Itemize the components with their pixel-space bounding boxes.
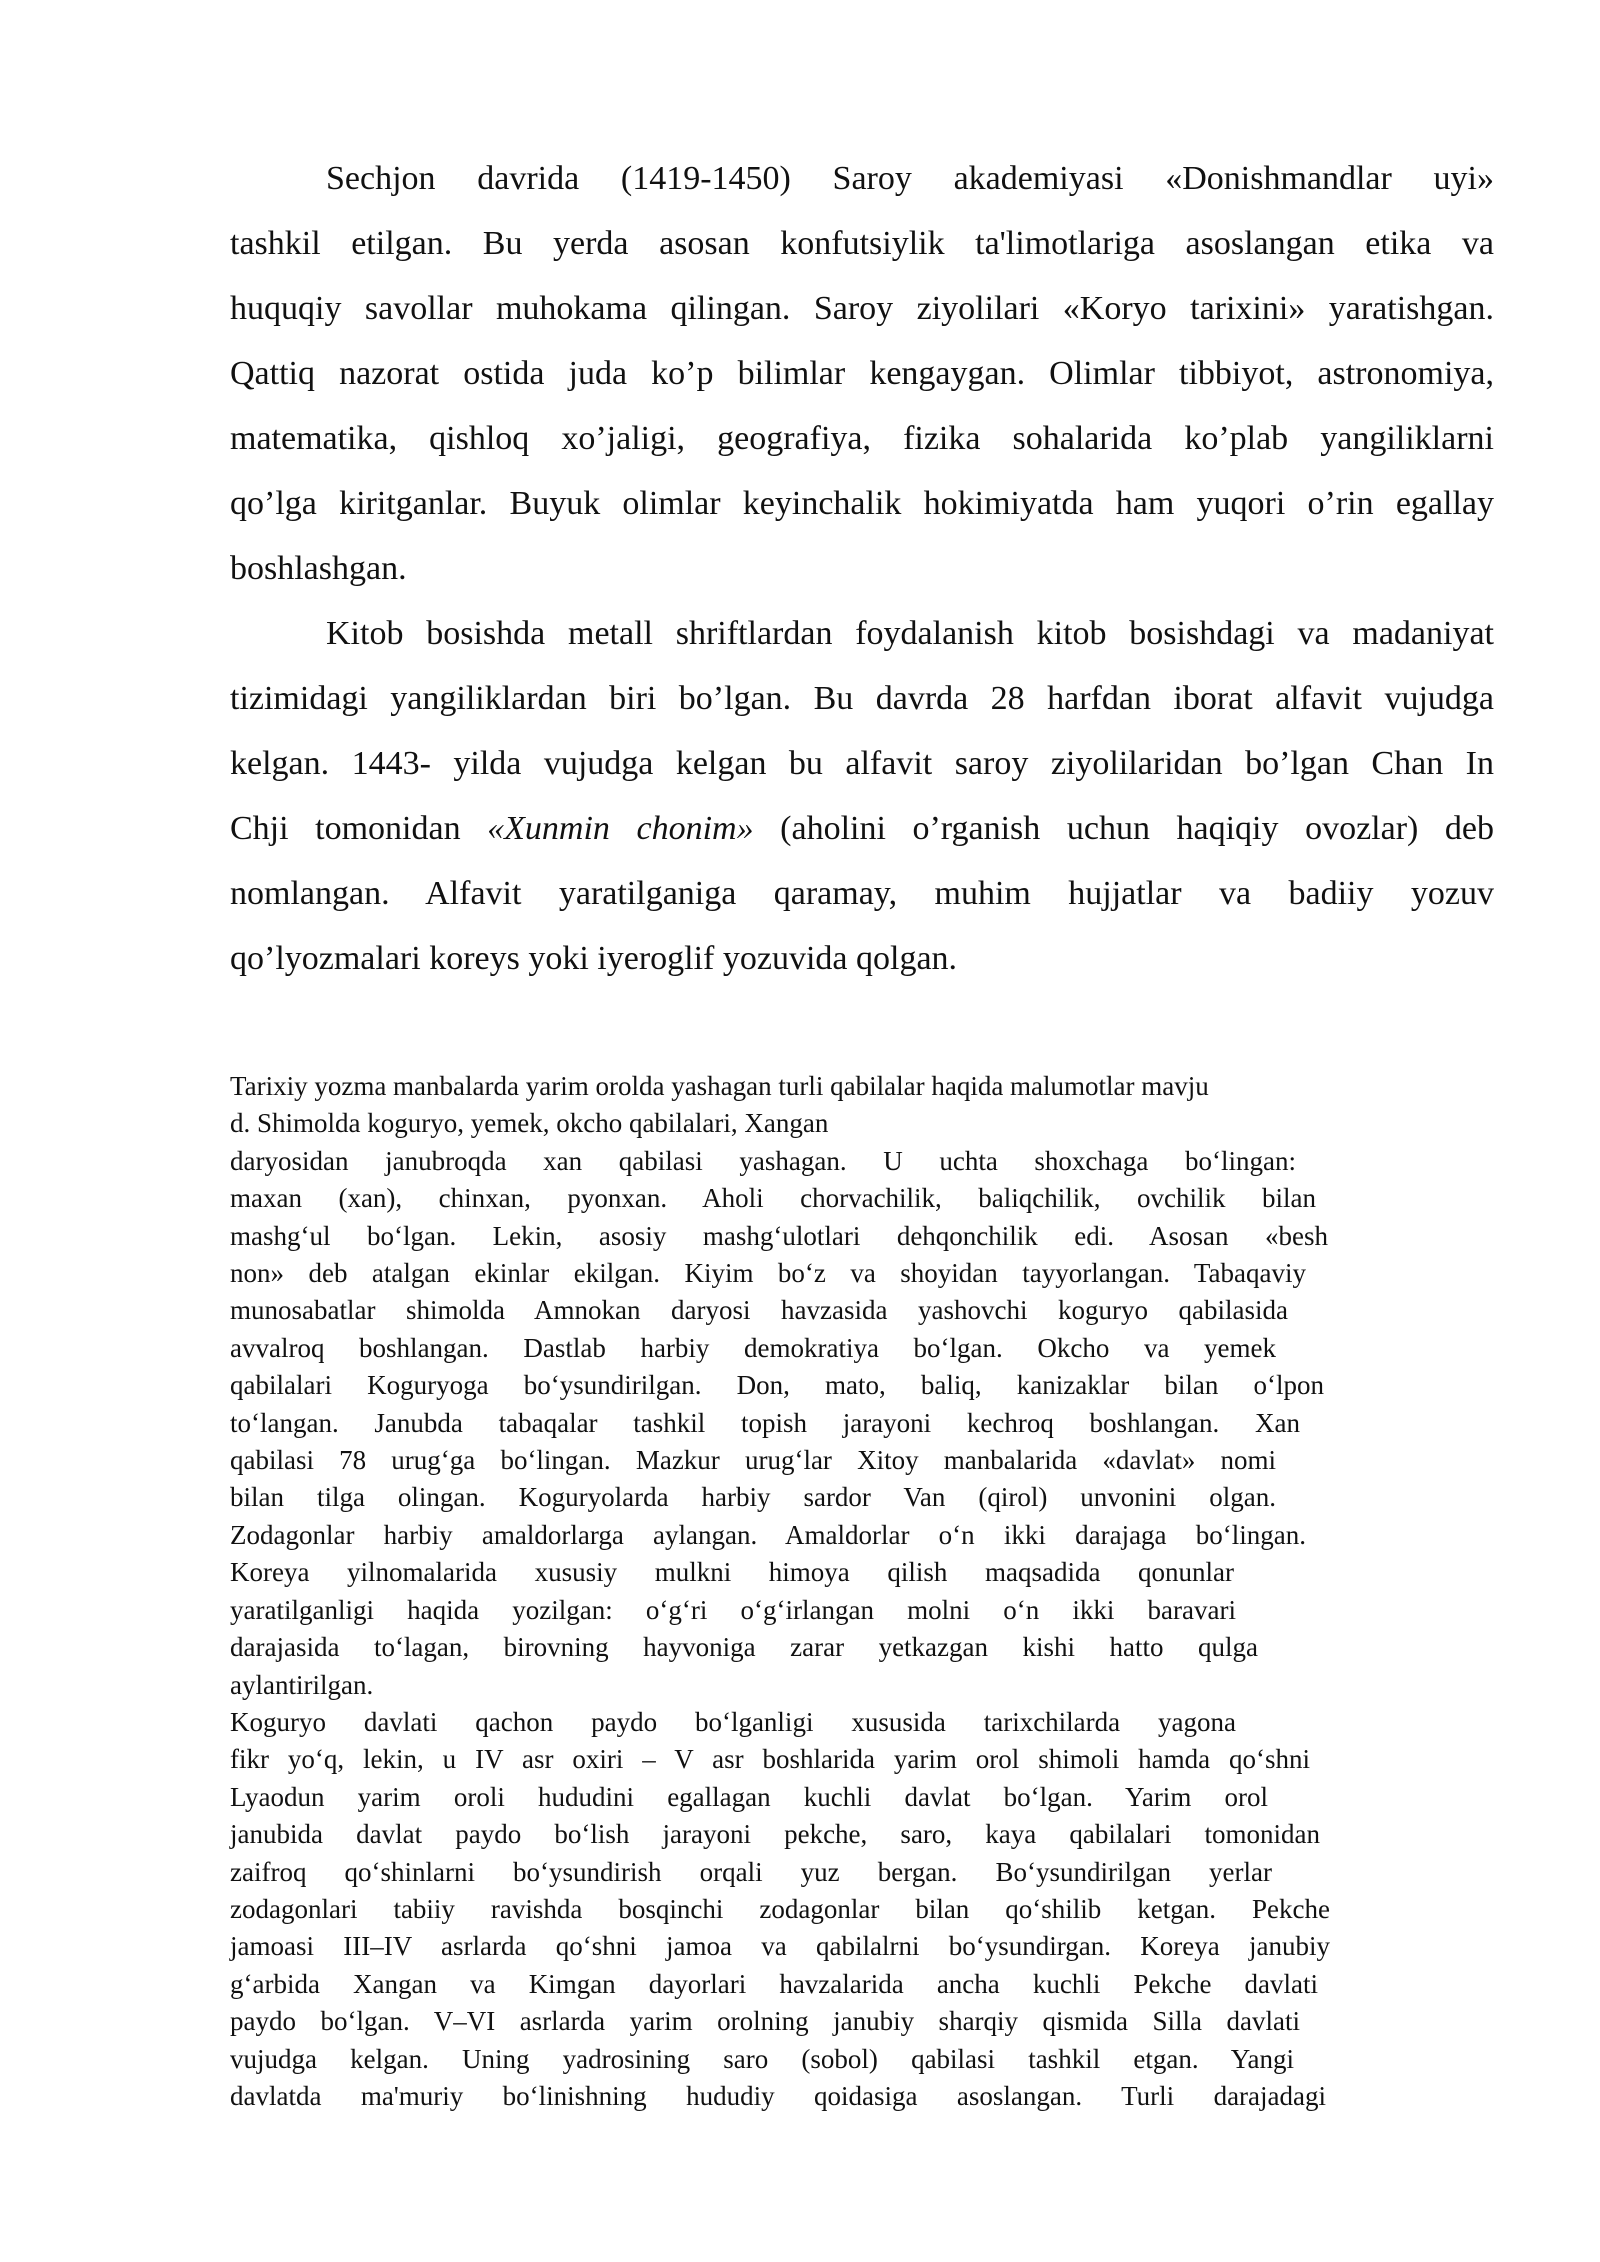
small-text-line: bilan tilga olingan. Koguryolarda harbiy sardor Van (qirol) unvonini olgan. [230,1482,1276,1513]
text-fragment: (aholini o’rganish uchun haqiqiy ovozlar) deb [753,810,1495,847]
text-line: tashkil etilgan. Bu yerda asosan konfutsiylik ta'limotlariga asoslangan etika va [230,225,1494,262]
small-text-line: paydo bo‘lgan. V–VI asrlarda yarim orolning janubiy sharqiy qismida Silla davlati [230,2006,1300,2037]
small-text-line: Koguryo davlati qachon paydo bo‘lganligi xususida tarixchilarda yagona [230,1706,1236,1737]
small-text-line: munosabatlar shimolda Amnokan daryosi havzasida yashovchi koguryo qabilasida [230,1295,1288,1326]
main-text-block [230,146,1494,991]
small-text-line: zodagonlari tabiiy ravishda bosqinchi zodagonlar bilan qo‘shilib ketgan. Pekche [230,1893,1330,1924]
small-text-line: davlatda ma'muriy bo‘linishning hududiy qoidasiga asoslangan. Turli darajadagi [230,2080,1326,2111]
text-line: Qattiq nazorat ostida juda ko’p bilimlar kengaygan. Olimlar tibbiyot, astronomiya, [230,355,1494,392]
text-line: nomlangan. Alfavit yaratilganiga qaramay, muhim hujjatlar va badiiy yozuv [230,875,1494,912]
small-text-line: zaifroq qo‘shinlarni bo‘ysundirish orqali yuz bergan. Bo‘ysundirilgan yerlar [230,1856,1272,1887]
small-text-line: to‘langan. Janubda tabaqalar tashkil topish jarayoni kechroq boshlangan. Xan [230,1407,1300,1438]
small-text-line: fikr yo‘q, lekin, u IV asr oxiri – V asr boshlarida yarim orol shimoli hamda qo‘shni [230,1744,1310,1775]
small-text-line: yaratilganligi haqida yozilgan: o‘g‘ri o‘g‘irlangan molni o‘n ikki baravari [230,1594,1236,1625]
text-line: Sechjon davrida (1419-1450) Saroy akademiyasi «Donishmandlar uyi» [326,160,1494,197]
small-text-line: d. Shimolda koguryo, yemek, okcho qabilalari, Xangan [230,1108,829,1139]
italic-term: «Xunmin chonim» [487,810,754,847]
text-line: boshlashgan. [230,550,407,587]
small-text-line: avvalroq boshlangan. Dastlab harbiy demokratiya bo‘lgan. Okcho va yemek [230,1332,1276,1363]
small-text-line: qabilalari Koguryoga bo‘ysundirilgan. Don, mato, baliq, kanizaklar bilan o‘lpon [230,1370,1324,1401]
small-text-line: darajasida to‘lagan, birovning hayvoniga zarar yetkazgan kishi hatto qulga [230,1632,1258,1663]
small-text-line: janubida davlat paydo bo‘lish jarayoni pekche, saro, kaya qabilalari tomonidan [230,1819,1320,1850]
small-text-line: non» deb atalgan ekinlar ekilgan. Kiyim bo‘z va shoyidan tayyorlangan. Tabaqaviy [230,1258,1306,1289]
paragraph-1 [230,146,1494,601]
small-text-line: daryosidan janubroqda xan qabilasi yashagan. U uchta shoxchaga bo‘lingan: [230,1145,1296,1176]
text-line-with-italic [230,796,1494,861]
small-text-line: jamoasi III–IV asrlarda qo‘shni jamoa va qabilalrni bo‘ysundirgan. Koreya janubiy [230,1931,1330,1962]
small-text-block [230,1068,1482,2115]
paragraph-2 [230,601,1494,991]
text-line: matematika, qishloq xo’jaligi, geografiya, fizika sohalarida ko’plab yangiliklarni [230,420,1494,457]
text-line: huquqiy savollar muhokama qilingan. Saroy ziyolilari «Koryo tarixini» yaratishgan. [230,290,1494,327]
small-text-line: aylantirilgan. [230,1669,374,1700]
text-fragment: Chji tomonidan [230,810,488,847]
small-text-line: Lyaodun yarim oroli hududini egallagan kuchli davlat bo‘lgan. Yarim orol [230,1781,1268,1812]
small-text-line: g‘arbida Xangan va Kimgan dayorlari havzalarida ancha kuchli Pekche davlati [230,1968,1318,1999]
text-line: qo’lga kiritganlar. Buyuk olimlar keyinchalik hokimiyatda ham yuqori o’rin egallay [230,485,1494,522]
small-text-line: Tarixiy yozma manbalarda yarim orolda yashagan turli qabilalar haqida malumotlar mavju [230,1071,1209,1101]
small-text-line: vujudga kelgan. Uning yadrosining saro (sobol) qabilasi tashkil etgan. Yangi [230,2043,1294,2074]
small-text-line: mashg‘ul bo‘lgan. Lekin, asosiy mashg‘ulotlari dehqonchilik edi. Asosan «besh [230,1220,1328,1251]
small-text-line: Koreya yilnomalarida xususiy mulkni himoya qilish maqsadida qonunlar [230,1557,1234,1588]
text-line: tizimidagi yangiliklardan biri bo’lgan. Bu davrda 28 harfdan iborat alfavit vujudga [230,680,1494,717]
text-line: Kitob bosishda metall shriftlardan foydalanish kitob bosishdagi va madaniyat [326,615,1494,652]
text-line: kelgan. 1443- yilda vujudga kelgan bu alfavit saroy ziyolilaridan bo’lgan Chan In [230,745,1494,782]
small-text-line: qabilasi 78 urug‘ga bo‘lingan. Mazkur urug‘lar Xitoy manbalarida «davlat» nomi [230,1445,1276,1476]
small-text-line: Zodagonlar harbiy amaldorlarga aylangan. Amaldorlar o‘n ikki darajaga bo‘lingan. [230,1519,1306,1550]
small-text-line: maxan (xan), chinxan, pyonxan. Aholi chorvachilik, baliqchilik, ovchilik bilan [230,1183,1316,1214]
text-line: qo’lyozmalari koreys yoki iyeroglif yozuvida qolgan. [230,940,958,977]
